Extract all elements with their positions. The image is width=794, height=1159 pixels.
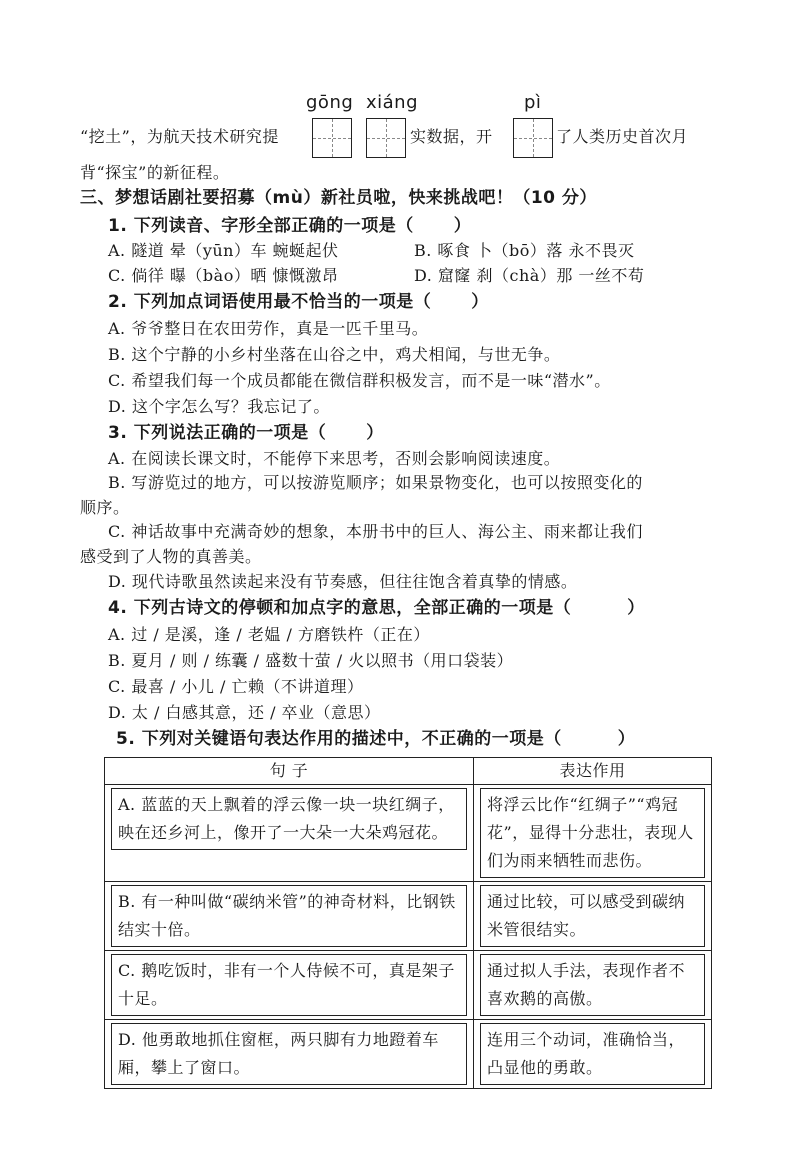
- q4-option-a[interactable]: A. 过 / 是溪，逢 / 老媪 / 方磨铁杵（正在）: [108, 625, 430, 644]
- q1-option-d[interactable]: D. 窟窿 刹（chà）那 一丝不苟: [414, 266, 645, 285]
- pinyin-pi: pì: [524, 92, 542, 113]
- q3-option-c-line2[interactable]: 感受到了人物的真善美。: [80, 547, 262, 566]
- writing-box-pi[interactable]: [513, 118, 553, 158]
- q5-row-c[interactable]: [105, 951, 712, 1020]
- pinyin-xiang: xiáng: [366, 92, 419, 113]
- header-effect: 表达作用: [474, 758, 712, 785]
- effect-cell-b: [474, 882, 712, 951]
- question-3-close: ）: [366, 423, 384, 443]
- intro-line2: 背“探宝”的新征程。: [80, 163, 230, 182]
- effect-c: 通过拟人手法，表现作者不喜欢鹅的高傲。: [480, 954, 705, 1016]
- effect-cell-c: [474, 951, 712, 1020]
- sentence-cell-d: [105, 1020, 474, 1089]
- q3-option-b-line2[interactable]: 顺序。: [80, 498, 130, 517]
- sentence-c: C. 鹅吃饭时，非有一个人侍候不可，真是架子十足。: [111, 954, 467, 1016]
- q4-option-b[interactable]: B. 夏月 / 则 / 练囊 / 盛数十萤 / 火以照书（用口袋装）: [108, 651, 514, 670]
- question-3-stem-text: 3. 下列说法正确的一项是（: [108, 423, 327, 443]
- q5-row-d[interactable]: [105, 1020, 712, 1089]
- effect-b: 通过比较，可以感受到碳纳米管很结实。: [480, 885, 705, 947]
- question-1-close: ）: [453, 216, 472, 236]
- q5-table-header: [105, 758, 712, 785]
- question-4-stem: [108, 597, 645, 619]
- effect-cell-a: [474, 785, 712, 882]
- question-5-stem-text: 5. 下列对关键语句表达作用的描述中，不正确的一项是（: [116, 729, 562, 749]
- q2-option-d[interactable]: D. 这个字怎么写？我忘记了。: [108, 397, 330, 416]
- header-sentence: 句 子: [105, 758, 474, 785]
- q5-row-a[interactable]: [105, 785, 712, 882]
- sentence-cell-c: [105, 951, 474, 1020]
- question-2-stem-text: 2. 下列加点词语使用最不恰当的一项是（: [108, 292, 432, 312]
- q2-option-c[interactable]: C. 希望我们每一个成员都能在微信群积极发言，而不是一味“潜水”。: [108, 371, 611, 390]
- pinyin-gong: gōng: [306, 92, 354, 113]
- effect-a: 将浮云比作“红绸子”“鸡冠花”，显得十分悲壮，表现人们为雨来牺牲而悲伤。: [480, 788, 705, 878]
- section-title: 三、梦想话剧社要招募（mù）新社员啦，快来挑战吧！（10 分）: [80, 188, 597, 208]
- q3-option-b-line1[interactable]: B. 写游览过的地方，可以按游览顺序；如果景物变化，也可以按照变化的: [108, 473, 643, 492]
- q2-option-b[interactable]: B. 这个宁静的小乡村坐落在山谷之中，鸡犬相闻，与世无争。: [108, 345, 561, 364]
- effect-cell-d: [474, 1020, 712, 1089]
- intro-line1-part1: “挖土”，为航天技术研究提: [80, 127, 279, 146]
- sentence-cell-b: [105, 882, 474, 951]
- question-5-stem: [116, 728, 635, 750]
- q3-option-c-line1[interactable]: C. 神话故事中充满奇妙的想象，本册书中的巨人、海公主、雨来都让我们: [108, 522, 643, 541]
- q4-option-d[interactable]: D. 太 / 白感其意，还 / 卒业（意思）: [108, 703, 381, 722]
- q1-option-c[interactable]: C. 倘徉 曝（bào）晒 慷慨激昂: [108, 266, 339, 285]
- q1-option-b[interactable]: B. 啄食 卜（bō）落 永不畏灭: [414, 241, 635, 260]
- q4-option-c[interactable]: C. 最喜 / 小儿 / 亡赖（不讲道理）: [108, 677, 364, 696]
- q3-option-a[interactable]: A. 在阅读长课文时，不能停下来思考，否则会影响阅读速度。: [108, 449, 561, 468]
- writing-box-gong[interactable]: [312, 118, 352, 158]
- sentence-b: B. 有一种叫做“碳纳米管”的神奇材料，比钢铁结实十倍。: [111, 885, 467, 947]
- question-5-close: ）: [617, 729, 636, 749]
- q3-option-d[interactable]: D. 现代诗歌虽然读起来没有节奏感，但往往饱含着真挚的情感。: [108, 572, 578, 591]
- writing-box-xiang[interactable]: [366, 118, 406, 158]
- intro-line1-part2: 实数据，开: [410, 127, 493, 146]
- question-4-close: ）: [627, 598, 645, 618]
- question-2-stem: [108, 291, 489, 313]
- question-1-stem-text: 1. 下列读音、字形全部正确的一项是（: [108, 216, 414, 236]
- q1-option-a[interactable]: A. 隧道 晕（yūn）车 蜿蜒起伏: [108, 241, 339, 260]
- intro-line1-part3: 了人类历史首次月: [556, 127, 689, 146]
- sentence-d: D. 他勇敢地抓住窗框，两只脚有力地蹬着车厢，攀上了窗口。: [111, 1023, 467, 1085]
- effect-d: 连用三个动词，准确恰当，凸显他的勇敢。: [480, 1023, 705, 1085]
- q5-row-b[interactable]: [105, 882, 712, 951]
- q5-table: [104, 757, 712, 1089]
- question-1-stem: [108, 215, 471, 237]
- sentence-a: A. 蓝蓝的天上飘着的浮云像一块一块红绸子，映在还乡河上，像开了一大朵一大朵鸡冠花。: [111, 788, 467, 850]
- question-4-stem-text: 4. 下列古诗文的停顿和加点字的意思，全部正确的一项是（: [108, 598, 572, 618]
- question-3-stem: [108, 422, 384, 444]
- q2-option-a[interactable]: A. 爷爷整日在农田劳作，真是一匹千里马。: [108, 319, 429, 338]
- question-2-close: ）: [471, 292, 489, 312]
- sentence-cell-a: [105, 785, 474, 882]
